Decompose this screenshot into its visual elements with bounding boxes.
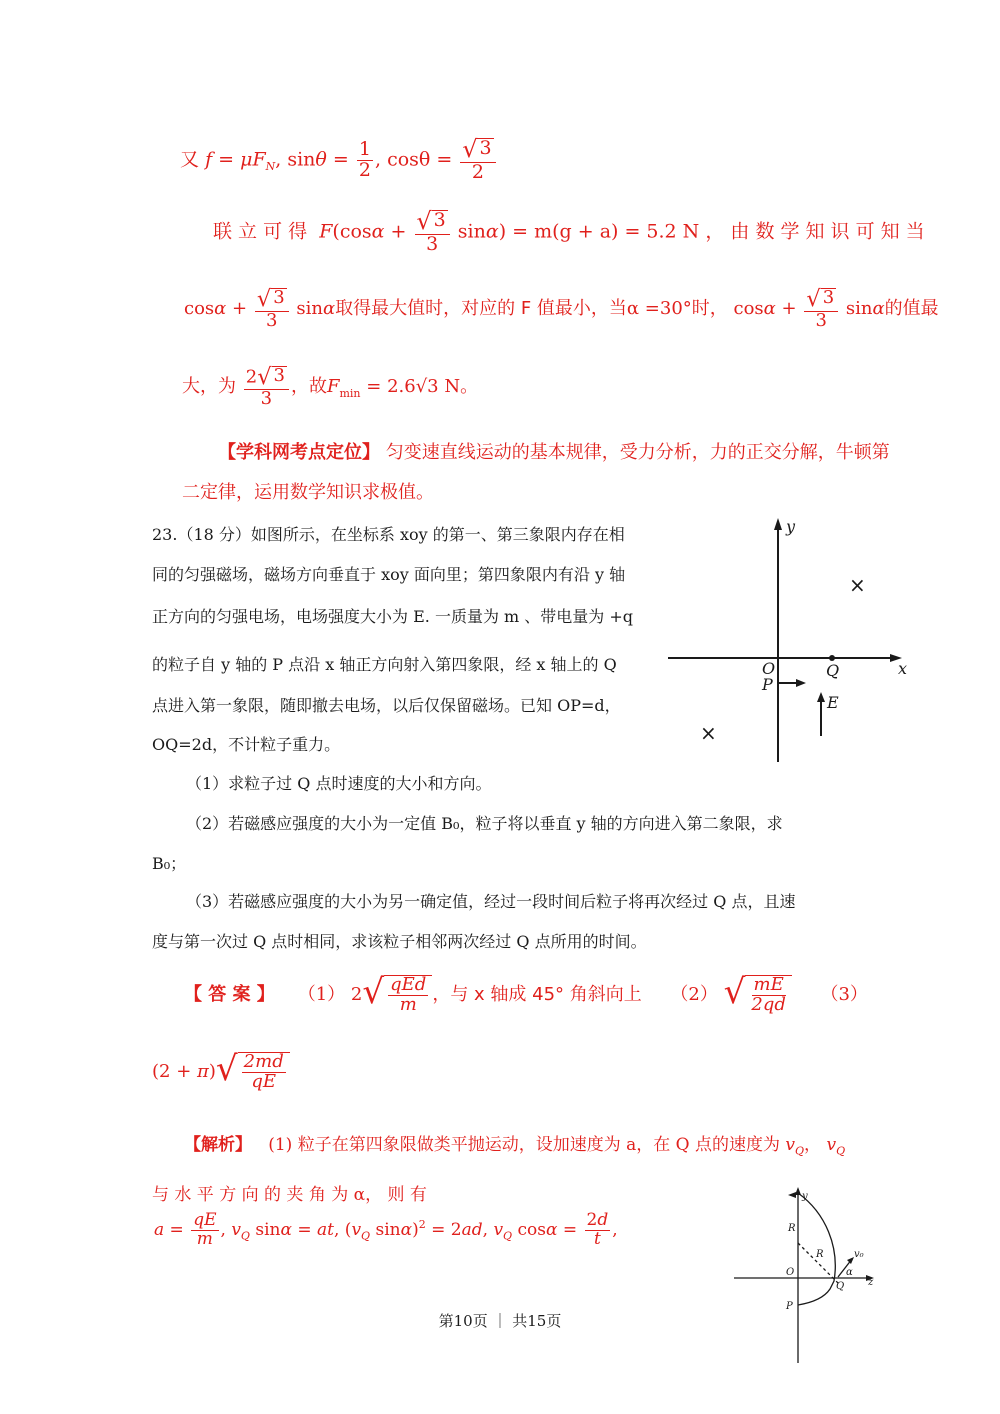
solution-line-3: cosα + √ 3 3 sinα取得最大值时，对应的 F 值最小，当α =30°时， cosα + √ 3 3 sinα的值最 [184, 286, 939, 331]
answer-line-2: (2 + π) √ $\frac{2md}{qE}$ [152, 1052, 290, 1092]
solution-line-4: 大，为 2 √ 3 3 ，故$F_{min} = 2.6√3$ N。 [182, 364, 479, 409]
problem-line-5: 点进入第一象限，随即撤去电场，以后仅保留磁场。已知 OP=d， [152, 696, 621, 715]
max-value-text: 大，为 [182, 376, 236, 398]
kaodian-text-1: 匀变速直线运动的基本规律，受力分析，力的正交分解，牛顿第 [385, 442, 890, 463]
magnetic-field-cross-q1: × [849, 573, 866, 597]
min-text: 取得最大值时，对应的 F 值最小，当 [335, 298, 627, 320]
fig2-r-label-2: R [816, 1249, 824, 1260]
fig2-vq-label: v₀ [854, 1249, 864, 1260]
e-arrowhead [817, 692, 825, 702]
trajectory-figure [730, 1185, 880, 1365]
question-2: （2）若磁感应强度的大小为一定值 B₀，粒子将以垂直 y 轴的方向进入第二象限，求 [186, 814, 783, 833]
e-label: E [827, 693, 839, 712]
fig2-r-label-1: R [788, 1223, 796, 1234]
question-1: （1）求粒子过 Q 点时速度的大小和方向。 [186, 774, 492, 793]
y-label: y [786, 517, 796, 536]
fig2-o-label: O [786, 1267, 795, 1278]
problem-line-6: OQ=2d，不计粒子重力。 [152, 735, 341, 754]
lianli-text: 联 立 可 得 [213, 220, 308, 243]
shuxue-text: ， 由 数 学 知 识 可 知 当 [705, 220, 925, 243]
coordinate-figure [664, 516, 920, 766]
solution-prefix: 又 [180, 148, 200, 171]
kaodian-line-2 [182, 478, 434, 504]
page-footer: 第10页 ｜ 共15页 [438, 1312, 562, 1330]
analysis-line-2: 与 水 平 方 向 的 夹 角 为 α， 则 有 [152, 1185, 427, 1205]
kaodian-tag: 【学科网考点定位】 [218, 442, 380, 463]
answer-line-1: 【 答 案 】 （1） 2 √ $\frac{\text{qEd}}{m}$ ，与 x 轴成 45° 角斜向上 （2） √ $\frac{mE}{2qd}$ （3） [184, 972, 868, 1015]
fig2-alpha-label: α [846, 1267, 853, 1278]
problem-line-1: 23.（18 分）如图所示，在坐标系 xoy 的第一、第三象限内存在相 [152, 525, 625, 544]
o-label: O [762, 659, 776, 678]
max-text: 的值最 [884, 298, 939, 320]
solution-line-2: 联 立 可 得 F(cosα + √ 3 3 sinα) = m(g + a) = 5.2 N ， 由 数 学 知 识 可 知 当 [213, 207, 925, 255]
answer-direction: ，与 x 轴成 45° 角斜向上 [432, 983, 642, 1005]
fig2-z-label: z [868, 1277, 874, 1288]
q-label: Q [826, 661, 840, 680]
fig2-p-label: P [786, 1301, 793, 1312]
alpha-value: α =30°时， [626, 298, 728, 320]
gu-text: ，故 [290, 376, 327, 398]
solution-line-1: 又 $f = \mu F_N$, sinθ = $\frac{1}{2}$ , cosθ = √ 3 2 [180, 138, 498, 183]
answer-tag: 【 答 案 】 [184, 983, 275, 1005]
fig2-q-label: Q [836, 1281, 845, 1292]
answer-part-3-label: （3） [820, 983, 868, 1005]
problem-line-2: 同的匀强磁场，磁场方向垂直于 xoy 面向里；第四象限内有沿 y 轴 [152, 565, 626, 584]
analysis-text-1: (1) 粒子在第四象限做类平抛运动，设加速度为 a，在 Q 点的速度为 [268, 1135, 780, 1155]
y-axis-arrowhead [774, 518, 782, 530]
problem-line-3: 正方向的匀强电场，电场强度大小为 E. 一质量为 m 、带电量为 +q [152, 607, 634, 626]
p-arrowhead [796, 679, 806, 687]
problem-line-4: 的粒子自 y 轴的 P 点沿 x 轴正方向射入第四象限，经 x 轴上的 Q [152, 655, 617, 674]
p-label: P [762, 675, 773, 694]
fmin-value: = 2.6√3 N。 [366, 376, 479, 398]
question-3: （3）若磁感应强度的大小为另一确定值，经过一段时间后粒子将再次经过 Q 点，且速 [186, 892, 796, 911]
fig2-y-label: y [802, 1191, 808, 1202]
answer-part-2-label: （2） [670, 983, 718, 1005]
analysis-equations: a = $\frac{qE}{m}$ , $v_Q$ sinα = at, ($v_Q$ sinα)$^2$ = 2ad, $v_Q$ cosα = $\frac{2d}{t}$ , [154, 1210, 618, 1249]
cos-theta-label: cosθ = [387, 148, 453, 171]
magnetic-field-cross-q3: × [700, 721, 717, 745]
analysis-line-1: 【解析】 (1) 粒子在第四象限做类平抛运动，设加速度为 a，在 Q 点的速度为 $v_Q$， $v_Q$ [184, 1135, 846, 1158]
kaodian-line-1 [218, 438, 890, 464]
question-2-cont: B₀； [152, 854, 187, 873]
kaodian-text-2: 二定律，运用数学知识求极值。 [182, 482, 434, 503]
x-label: x [898, 659, 908, 678]
answer-part-1-label: （1） [297, 983, 346, 1005]
question-3-cont: 度与第一次过 Q 点时相同，求该粒子相邻两次经过 Q 点所用的时间。 [152, 932, 647, 951]
analysis-tag: 【解析】 [184, 1135, 252, 1155]
force-result: = m(g + a) = 5.2 N [512, 220, 700, 243]
